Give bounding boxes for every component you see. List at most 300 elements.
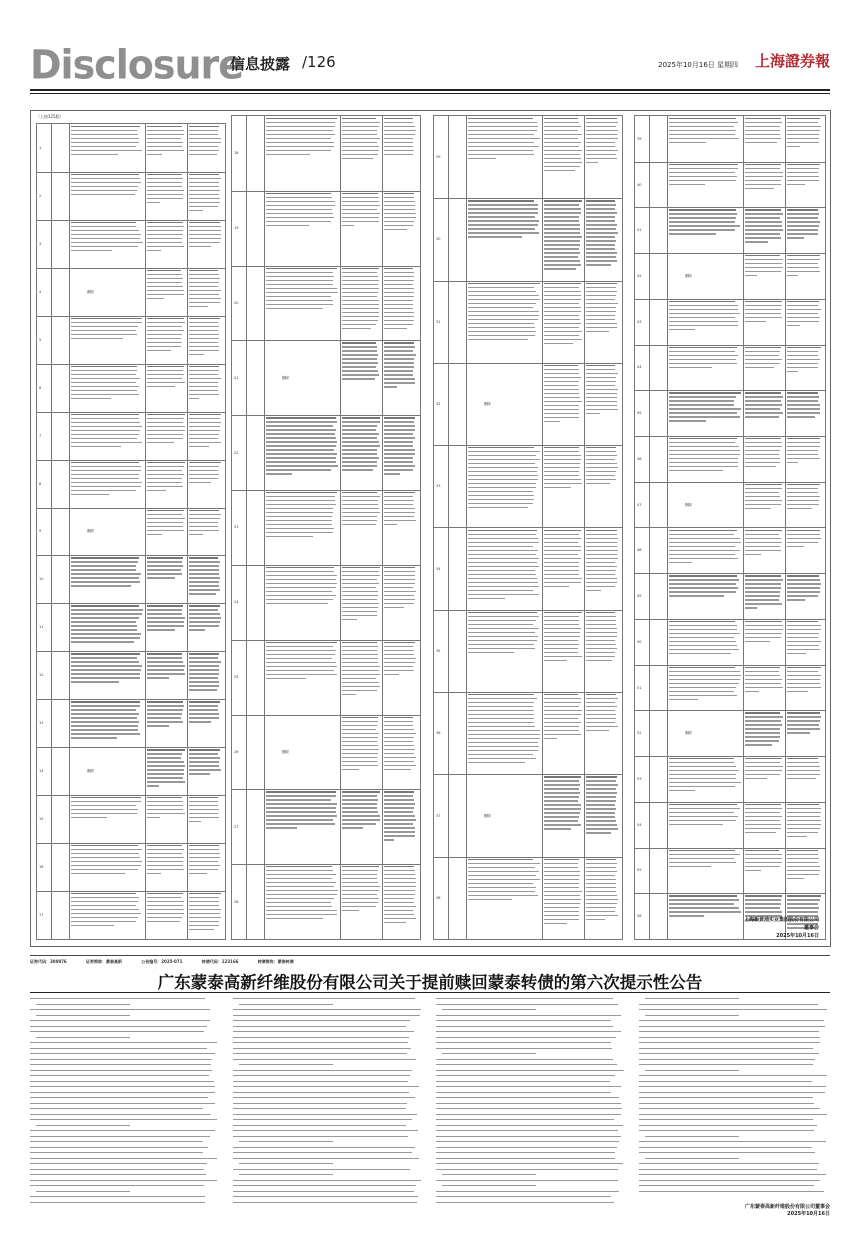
text-line [342,512,380,513]
text-line [71,657,137,658]
text-line [745,168,780,169]
text-line [147,713,182,714]
text-line [787,679,820,680]
text-line [787,907,819,908]
text-line [342,130,377,131]
text-line [71,134,138,135]
text-line [147,785,159,786]
notice-text-line [639,1081,812,1082]
text-line [586,546,617,547]
text-line [586,264,611,265]
table-row [434,116,622,199]
text-line [787,313,818,314]
text-line [544,142,581,143]
text-line [147,865,183,866]
text-line [384,918,416,919]
notice-text-line [436,1097,619,1098]
text-line [468,311,539,312]
text-line [586,475,615,476]
disclosure-logo: Disclosure [30,41,244,89]
text-line [71,925,114,926]
table-row [635,253,825,300]
text-line [189,474,219,475]
notice-text-line [639,1064,813,1065]
row-number: 29 [436,155,441,160]
text-line [384,807,414,808]
text-line [669,786,735,787]
text-line [342,611,377,612]
row-number: 2 [39,193,42,198]
text-line [669,683,739,684]
text-line [266,118,337,119]
text-line [586,150,618,151]
text-line [544,475,579,476]
text-line [586,134,617,135]
table-column-3 [433,115,623,940]
text-line [669,118,736,119]
text-line [189,190,220,191]
text-line [787,575,819,576]
text-line [468,467,538,468]
text-line [189,565,219,566]
text-line [384,213,416,214]
text-line [544,393,579,394]
text-line [384,890,415,891]
text-line [342,878,377,879]
text-line [669,804,737,805]
text-line [586,534,617,535]
text-line [787,363,818,364]
text-line [71,845,138,846]
row-number: 20 [234,301,239,306]
table-row [232,864,420,940]
text-line [669,653,731,654]
notice-text-line [436,1026,613,1027]
text-line [544,204,579,205]
text-line [71,130,137,131]
bond-code: 转债代码：123166 [201,959,239,964]
notice-text-line [442,1185,536,1186]
text-line [745,450,780,451]
text-line [669,454,740,455]
text-line [468,722,534,723]
text-line [787,816,820,817]
text-line [787,645,819,646]
text-line [342,492,377,493]
text-line [189,438,218,439]
text-line [586,369,615,370]
text-line [787,496,820,497]
text-line [669,575,737,576]
text-line [342,366,376,367]
text-line [384,209,415,210]
text-line [669,301,735,302]
text-line [71,318,142,319]
text-line [586,883,616,884]
text-line [71,573,141,574]
text-line [544,698,581,699]
text-line [147,186,182,187]
text-line [384,382,415,383]
text-line [147,677,169,678]
text-line [745,862,782,863]
text-line [745,213,783,214]
text-line [147,246,184,247]
text-line [544,706,579,707]
text-line [189,130,218,131]
text-line [669,408,741,409]
text-line [586,118,617,119]
text-line [468,632,535,633]
text-line [586,800,616,801]
text-line [342,650,377,651]
stock-short-name: 证券简称：蒙泰高新 [85,959,122,964]
text-line [189,210,203,211]
text-line [586,887,616,888]
text-line [384,449,415,450]
text-line [586,590,601,591]
text-line [71,182,141,183]
text-line [468,126,538,127]
table-row [37,124,225,173]
text-line [787,870,820,871]
text-line [544,808,581,809]
text-line [586,624,616,625]
text-line [745,504,781,505]
text-line [266,646,333,647]
text-line [384,312,414,313]
text-line [71,386,139,387]
table-row [635,665,825,712]
text-line [468,204,538,205]
notice-text-line [233,1202,417,1203]
text-line [669,313,740,314]
notice-text-line [436,1075,615,1076]
text-line [71,190,137,191]
text-line [189,577,220,578]
text-line [147,182,182,183]
text-line [147,725,169,726]
text-line [342,280,379,281]
text-line [71,605,139,606]
text-line [468,546,533,547]
text-line [745,496,780,497]
text-line [669,412,737,413]
text-line [745,263,782,264]
notice-text-line [436,1130,618,1131]
notice-text-line [233,1114,417,1115]
notice-meta [30,959,312,965]
table-row [232,340,420,416]
text-line [147,290,184,291]
text-line [342,890,379,891]
text-line [189,813,218,814]
text-line [342,370,378,371]
text-line [468,142,534,143]
text-line [266,126,335,127]
text-line [544,574,579,575]
notice-text-line [233,1136,408,1137]
text-line [189,326,219,327]
text-line [266,870,333,871]
text-line [147,657,182,658]
text-line [544,389,579,390]
text-line [544,562,579,563]
text-line [787,309,821,310]
text-line [544,451,579,452]
text-line [342,894,377,895]
text-line [189,721,211,722]
notice-text-line [436,1086,621,1087]
text-line [71,569,136,570]
text-line [468,335,535,336]
text-line [189,374,218,375]
notice-text-line [436,1059,613,1060]
text-line [544,365,578,366]
text-line [586,228,616,229]
text-line [544,796,579,797]
notice-text-line [639,1026,825,1027]
table-row [232,191,420,267]
text-line [342,567,380,568]
text-line [586,730,609,731]
text-line [745,237,781,238]
text-line [71,478,139,479]
text-line [544,327,579,328]
text-line [586,377,616,378]
text-line [266,201,335,202]
row-number: 55 [637,868,642,873]
text-line [586,244,615,245]
text-line [745,595,780,596]
text-line [147,797,182,798]
text-line [189,629,205,630]
text-line [189,917,221,918]
text-line [384,902,414,903]
stock-code: 证券代码：300876 [30,959,67,964]
text-line [586,879,616,880]
text-line [745,355,779,356]
text-line [787,728,820,729]
text-line [586,582,617,583]
text-line [384,674,399,675]
notice-text-line [30,1009,210,1010]
text-line [189,234,221,235]
text-line [147,370,183,371]
notice-text-line [233,1185,416,1186]
table-row [232,415,420,491]
text-line [266,595,336,596]
text-line [147,709,183,710]
upper-table-section [30,110,831,947]
text-line [586,538,618,539]
text-line [384,354,416,355]
text-line [787,770,820,771]
text-line [586,640,615,641]
table-row [37,747,225,796]
text-line [669,816,738,817]
text-line [266,827,297,828]
text-line [384,465,415,466]
text-line [266,807,336,808]
text-line [384,437,415,438]
text-line [147,769,184,770]
text-line [745,221,782,222]
text-line [189,246,211,247]
table-row [232,490,420,566]
text-line [787,504,819,505]
row-number: 24 [234,600,239,605]
text-line [266,138,331,139]
text-line [586,162,598,163]
text-line [147,130,184,131]
text-line [586,698,618,699]
text-line [787,442,820,443]
text-line [468,315,539,316]
text-line [266,815,337,816]
notice-text-line [436,1070,624,1071]
text-line [147,721,183,722]
deleted-marker: 删除 [685,502,692,507]
text-line [586,401,617,402]
text-line [71,438,137,439]
text-line [586,204,616,205]
text-line [745,217,780,218]
text-line [787,824,821,825]
text-line [147,294,184,295]
text-line [669,184,705,185]
table-row [232,565,420,641]
text-line [266,898,334,899]
text-line [147,270,181,271]
row-number: 33 [436,484,441,489]
text-line [586,299,615,300]
table-row [37,172,225,221]
text-line [189,386,218,387]
text-line [468,118,533,119]
text-line [787,492,818,493]
text-line [384,225,413,226]
text-line [586,397,617,398]
text-line [787,213,819,214]
text-line [189,929,214,930]
text-line [342,910,359,911]
text-line [586,895,617,896]
text-line [544,566,579,567]
text-line [586,385,615,386]
text-line [586,307,616,308]
text-line [745,633,782,634]
notice-text-line [233,1147,415,1148]
text-line [71,146,136,147]
text-line [342,225,354,226]
text-line [745,774,780,775]
text-line [669,351,735,352]
text-line [586,291,617,292]
text-line [342,721,378,722]
text-line [189,805,218,806]
text-line [669,122,738,123]
notice-text-line [639,1037,820,1038]
text-line [266,437,336,438]
text-line [266,433,335,434]
text-line [544,154,580,155]
text-line [745,758,782,759]
text-line [468,598,505,599]
text-line [544,792,580,793]
text-line [384,292,414,293]
row-number: 16 [39,865,44,870]
text-line [189,346,219,347]
text-line [266,130,333,131]
text-line [787,850,818,851]
text-line [266,508,333,509]
text-line [342,296,377,297]
text-line [468,574,536,575]
notice-text-line [36,1037,130,1038]
text-line [586,652,615,653]
text-line [189,510,219,511]
text-line [342,457,379,458]
text-line [787,716,821,717]
text-line [586,154,616,155]
text-line [189,530,219,531]
text-line [147,717,181,718]
text-line [787,267,819,268]
text-line [342,898,379,899]
text-line [544,483,582,484]
text-line [669,691,734,692]
text-line [669,562,692,563]
text-line [544,373,579,374]
text-line [189,174,219,175]
notice-text-line [36,1191,130,1192]
text-line [147,853,182,854]
text-line [266,453,337,454]
notice-text-line [436,1152,615,1153]
text-line [189,182,219,183]
text-line [544,487,571,488]
text-line [787,724,819,725]
text-line [544,268,576,269]
text-line [189,278,220,279]
table-row [635,482,825,529]
text-line [669,367,712,368]
text-line [71,637,140,638]
text-line [384,599,415,600]
text-line [544,401,582,402]
text-line [787,675,821,676]
text-line [544,236,582,237]
text-line [189,274,219,275]
text-line [787,259,820,260]
text-line [189,913,220,914]
text-line [147,557,183,558]
text-line [189,202,220,203]
text-line [745,309,781,310]
text-line [71,817,107,818]
text-line [266,878,332,879]
text-line [384,342,414,343]
text-line [745,679,782,680]
text-line [669,629,737,630]
text-line [342,571,379,572]
text-line [266,528,334,529]
table-row [37,364,225,413]
text-line [544,784,580,785]
text-line [468,455,536,456]
text-line [544,331,582,332]
